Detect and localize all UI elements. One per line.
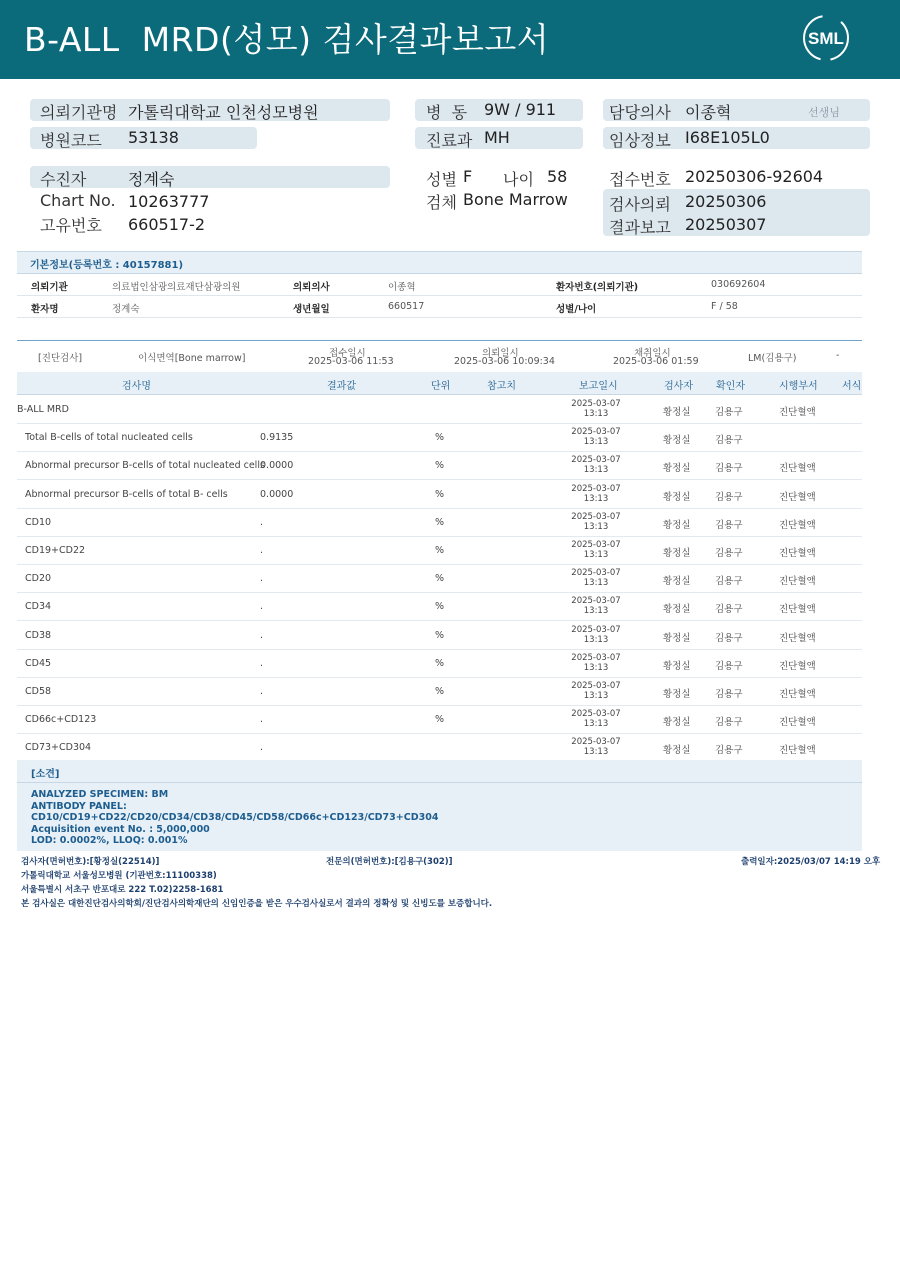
footer-address: 서울특별시 서초구 반포대로 222 T.02)2258-1681 [21,885,224,895]
basic-birth-value: 660517 [388,301,425,312]
report-date: 2025-03-07 [571,399,621,409]
report-date: 2025-03-07 [571,568,621,579]
report-title: B-ALL MRD(성모) 검사결과보고서 [24,20,550,59]
report-date: 2025-03-07 [571,681,621,691]
dept-cell: 진단혈액 [779,548,816,559]
test-name-cell: CD66c+CD123 [25,714,97,726]
report-date: 2025-03-07 [571,596,621,607]
tester-cell: 황정실 [663,632,691,644]
unique-value: 660517-2 [128,215,206,234]
results-table-header [17,372,862,395]
report-datetime-cell [561,484,631,504]
table-row [17,508,862,537]
basic-doctor-value: 이종혁 [388,282,416,293]
result-value-cell: . [260,629,264,641]
table-row [17,480,862,509]
report-datetime-cell [561,399,631,419]
report-datetime-cell [561,681,631,701]
result-value-cell: . [260,545,264,556]
dept-cell: 진단혈액 [779,519,816,531]
specimen-label: 검체 [426,193,457,212]
logo-text: SML [808,29,844,48]
hospital-code-value: 53138 [128,128,179,147]
unit-cell: % [435,601,445,613]
report-time: 13:13 [583,691,609,701]
doctor-suffix: 선생님 [808,106,840,119]
basic-doctor-label: 의뢰의사 [293,282,330,293]
hospital-code-label: 병원코드 [40,131,102,150]
dept-cell: 진단혈액 [779,632,816,644]
report-time: 13:13 [583,409,609,419]
patient-label: 수진자 [40,170,87,189]
col-test-name: 검사명 [122,381,151,392]
collected-value: 2025-03-06 01:59 [613,356,699,367]
collected-label: 채취일시 [634,348,671,359]
checker-cell: 김용구 [715,745,743,757]
report-time: 13:13 [583,437,609,448]
col-report-date: 보고일시 [579,381,618,392]
test-name-cell: CD58 [25,686,52,697]
test-name-cell: Abnormal precursor B-cells of total B- cells [25,488,228,500]
request-label: 검사의뢰 [609,195,671,214]
unit-cell: % [435,573,445,585]
report-value: 20250307 [685,215,767,234]
result-value-cell: . [260,516,264,528]
dept-cell: 진단혈액 [779,576,816,588]
test-name-cell: CD19+CD22 [25,545,86,556]
institution-label: 의뢰기관명 [40,103,118,122]
dept-cell: 진단혈액 [779,604,816,616]
tester-cell: 황정실 [663,576,691,588]
test-category: [진단검사] [38,353,83,364]
institution-value: 가톨릭대학교 인천성모병원 [128,103,319,122]
unit-cell: % [435,629,445,641]
col-reference: 참고치 [487,381,516,392]
comment-section-header [17,760,862,783]
chart-value: 10263777 [128,192,210,211]
col-dept: 시행부서 [779,381,818,392]
basic-institution-value: 의료법인삼광의료재단삼광의원 [112,282,241,293]
col-form: 서식 [842,381,862,392]
unit-cell: % [435,686,445,697]
report-datetime-cell [561,709,631,729]
report-datetime-cell [561,512,631,532]
report-datetime-cell [561,427,631,447]
report-datetime-cell [561,455,631,475]
unit-cell: % [435,657,445,669]
ward-label: 병 동 [426,103,468,122]
checker-cell: 김용구 [715,463,743,475]
test-name-cell: CD10 [25,516,52,528]
checker-cell: 김용구 [715,632,743,644]
report-date: 2025-03-07 [571,427,621,438]
report-date: 2025-03-07 [571,455,621,466]
basic-info-divider [17,295,862,296]
result-value-cell: . [260,742,264,754]
col-result: 결과값 [327,381,356,392]
request-value: 20250306 [685,192,767,211]
table-row [17,536,862,565]
report-datetime-cell [561,596,631,616]
test-name-cell: Total B-cells of total nucleated cells [25,432,193,444]
test-specimen: 이식면역[Bone marrow] [138,353,246,364]
footer-printed: 출력일자:2025/03/07 14:19 오후 [741,857,881,867]
requested-value: 2025-03-06 10:09:34 [454,356,555,367]
department-label: 진료과 [426,131,473,150]
age-label: 나이 [503,170,534,189]
unit-cell: % [435,460,445,472]
checker-cell: 김용구 [715,407,743,418]
tester-cell: 황정실 [663,717,691,729]
report-time: 13:13 [583,662,609,673]
unique-label: 고유번호 [40,216,102,235]
footer-certification: 본 검사실은 대한진단검사의학회/진단검사의학재단의 신임인증을 받은 우수검사실로서 결과의 정확성 및 신빙도를 보증합니다. [21,899,493,909]
col-unit: 단위 [431,381,451,392]
lm-value: LM(김용구) [748,353,797,364]
ward-value: 9W / 911 [484,100,557,119]
tester-cell: 황정실 [663,604,691,616]
patient-value: 정계숙 [128,170,175,189]
lm-dash: - [836,350,840,361]
report-time: 13:13 [583,493,609,504]
unit-cell: % [435,432,445,444]
report-time: 13:13 [583,747,609,758]
checker-cell: 김용구 [715,660,743,672]
checker-cell: 김용구 [715,689,743,700]
dept-cell: 진단혈액 [779,463,816,475]
sml-logo-icon [800,12,852,64]
table-row [17,705,862,734]
tester-cell: 황정실 [663,689,691,700]
sex-label: 성별 [426,170,457,189]
tester-cell: 황정실 [663,745,691,757]
basic-birth-label: 생년월일 [293,304,330,315]
comment-line: LOD: 0.0002%, LLOQ: 0.001% [31,835,188,846]
basic-patient-no-label: 환자번호(의뢰기관) [556,282,639,293]
comment-line: ANALYZED SPECIMEN: BM [31,789,169,800]
test-name-cell: CD73+CD304 [25,742,92,754]
table-row [17,395,862,424]
col-checker: 확인자 [716,381,745,392]
result-value-cell: 0.9135 [260,432,294,444]
received-label: 접수일시 [329,348,366,359]
report-header-banner [0,0,900,79]
report-date: 2025-03-07 [571,511,621,522]
table-row [17,733,862,762]
checker-cell: 김용구 [715,576,743,588]
dept-cell: 진단혈액 [779,745,816,757]
report-datetime-cell [561,653,631,673]
report-time: 13:13 [583,634,609,645]
receipt-label: 접수번호 [609,170,671,189]
report-datetime-cell [561,540,631,560]
report-datetime-cell [561,737,631,757]
report-time: 13:13 [583,719,609,730]
unit-cell: % [435,545,445,556]
test-name-cell: CD45 [25,657,52,669]
result-value-cell: . [260,573,264,585]
report-date: 2025-03-07 [571,709,621,720]
test-name-cell: CD20 [25,573,52,585]
report-time: 13:13 [583,578,609,589]
table-row [17,451,862,480]
footer-specialist: 전문의(면허번호):[김용구(302)] [326,857,453,867]
checker-cell: 김용구 [715,548,743,559]
report-time: 13:13 [583,550,609,560]
report-date: 2025-03-07 [571,652,621,663]
chart-label: Chart No. [40,191,116,210]
received-value: 2025-03-06 11:53 [308,356,394,367]
basic-institution-label: 의뢰기관 [31,282,68,293]
basic-patient-no-value: 030692604 [711,279,766,290]
report-date: 2025-03-07 [571,624,621,635]
basic-info-section-header [17,251,862,274]
dept-cell: 진단혈액 [779,407,816,418]
table-row [17,649,862,678]
report-date: 2025-03-07 [571,483,621,494]
report-datetime-cell [561,625,631,645]
table-row [17,677,862,706]
comment-body [17,783,862,851]
checker-cell: 김용구 [715,717,743,729]
clinical-value: I68E105L0 [685,128,770,147]
table-row [17,592,862,621]
report-time: 13:13 [583,521,609,532]
comment-line: Acquisition event No. : 5,000,000 [31,823,210,835]
checker-cell: 김용구 [715,435,743,447]
result-value-cell: . [260,601,264,613]
basic-sex-age-value: F / 58 [711,301,738,312]
dept-cell: 진단혈액 [779,491,816,503]
tester-cell: 황정실 [663,463,691,475]
tester-cell: 황정실 [663,519,691,531]
test-name-cell: CD38 [25,629,52,641]
footer-tester: 검사자(면허번호):[황정실(22514)] [21,857,160,867]
report-date: 2025-03-07 [571,540,621,550]
tester-cell: 황정실 [663,407,691,418]
col-tester: 검사자 [664,381,693,392]
basic-name-label: 환자명 [31,304,59,315]
report-label: 결과보고 [609,218,671,237]
basic-sex-age-label: 성별/나이 [556,304,597,315]
test-name-cell: CD34 [25,601,52,613]
checker-cell: 김용구 [715,491,743,503]
unit-cell: % [435,488,445,500]
basic-info-title: 기본정보(등록번호 : 40157881) [30,260,184,271]
dept-cell: 진단혈액 [779,717,816,729]
result-value-cell: . [260,686,264,697]
comment-line: ANTIBODY PANEL: [31,800,127,812]
comment-title: [소견] [31,769,60,780]
basic-info-bottom-line [17,317,862,318]
result-value-cell: . [260,714,264,726]
dept-cell: 진단혈액 [779,660,816,672]
result-value-cell: 0.0000 [260,488,294,500]
checker-cell: 김용구 [715,604,743,616]
table-row [17,621,862,650]
tester-cell: 황정실 [663,491,691,503]
report-time: 13:13 [583,465,609,476]
test-meta-top-line [17,340,862,341]
age-value: 58 [547,167,568,186]
report-datetime-cell [561,568,631,588]
result-value-cell: . [260,657,264,669]
table-row [17,423,862,452]
department-value: MH [484,128,510,147]
tester-cell: 황정실 [663,548,691,559]
tester-cell: 황정실 [663,435,691,447]
tester-cell: 황정실 [663,660,691,672]
dept-cell: 진단혈액 [779,689,816,700]
result-value-cell: 0.0000 [260,460,294,472]
report-date: 2025-03-07 [571,737,621,748]
clinical-label: 임상정보 [609,131,671,150]
unit-cell: % [435,714,445,726]
comment-line: CD10/CD19+CD22/CD20/CD34/CD38/CD45/CD58/CD66c+CD123/CD73+CD304 [31,812,439,823]
doctor-label: 담당의사 [609,103,671,122]
report-time: 13:13 [583,606,609,617]
doctor-value: 이종혁 [685,103,732,122]
test-name-cell: B-ALL MRD [17,404,69,415]
table-row [17,564,862,593]
requested-label: 의뢰일시 [482,348,519,359]
checker-cell: 김용구 [715,519,743,531]
receipt-value: 20250306-92604 [685,167,824,186]
specimen-value: Bone Marrow [463,190,568,209]
basic-name-value: 정계숙 [112,304,140,315]
footer-lab-name: 가톨릭대학교 서울성모병원 (기관번호:11100338) [21,871,217,881]
test-name-cell: Abnormal precursor B-cells of total nucleated cells [25,460,265,472]
sex-value: F [463,167,473,186]
unit-cell: % [435,516,445,528]
